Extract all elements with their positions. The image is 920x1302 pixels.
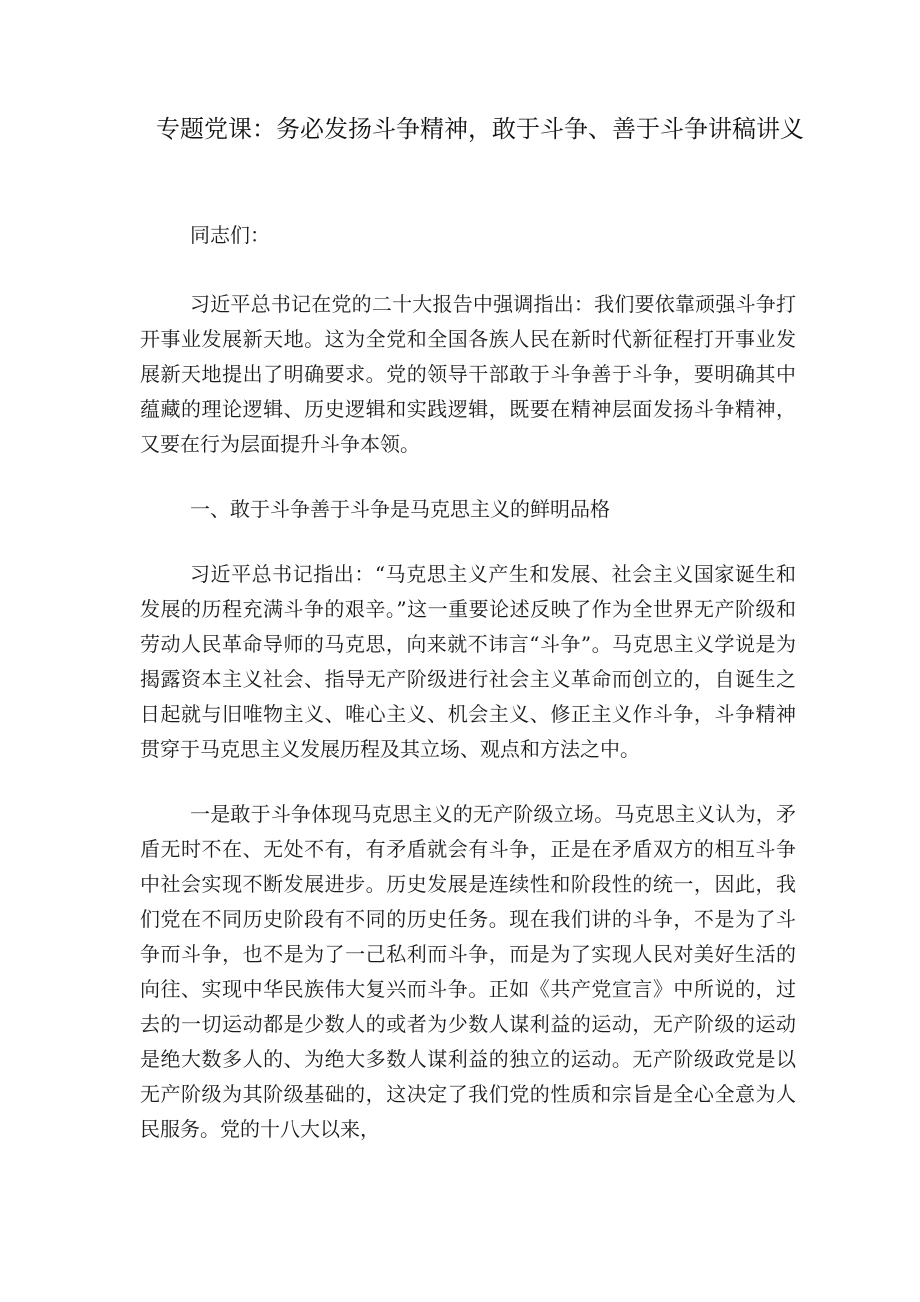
greeting: 同志们： [190,223,270,247]
paragraph-proletarian-stance: 一是敢于斗争体现马克思主义的无产阶级立场。马克思主义认为，矛盾无时不在、无处不有，有矛盾就会有斗争，正是在矛盾双方的相互斗争中社会实现不断发展进步。历史发展是连续性和阶段性的统一，因此，我们党在不同历史阶段有不同的历史任务。现在我们讲的斗争，不是为了斗争而斗争，也不是为了一己私利而斗争，而是为了实现人民对美好生活的向往、实现中华民族伟大复兴而斗争。正如《共产党宣言》中所说的，过去的一切运动都是少数人的或者为少数人谋利益的运动，无产阶级的运动是绝大数多人的、为绝大多数人谋利益的独立的运动。无产阶级政党是以无产阶级为其阶级基础的，这决定了我们党的性质和宗旨是全心全意为人民服务。党的十八大以来， [140,802,796,1141]
document-body [140,218,796,1177]
document-title: 专题党课：务必发扬斗争精神，敢于斗争、善于斗争讲稿讲义 [156,115,804,143]
section-heading-1: 一、敢于斗争善于斗争是马克思主义的鲜明品格 [190,497,610,521]
paragraph-marxism-struggle: 习近平总书记指出：“马克思主义产生和发展、社会主义国家诞生和发展的历程充满斗争的艰辛。”这一重要论述反映了作为全世界无产阶级和劳动人民革命导师的马克思，向来就不讳言“斗争”。马克思主义学说是为揭露资本主义社会、指导无产阶级进行社会主义革命而创立的，自诞生之日起就与旧唯物主义、唯心主义、机会主义、修正主义作斗争，斗争精神贯穿于马克思主义发展历程及其立场、观点和方法之中。 [140,562,796,761]
paragraph-intro: 习近平总书记在党的二十大报告中强调指出：我们要依靠顽强斗争打开事业发展新天地。这为全党和全国各族人民在新时代新征程打开事业发展新天地提出了明确要求。党的领导干部敢于斗争善于斗争，要明确其中蕴藏的理论逻辑、历史逻辑和实践逻辑，既要在精神层面发扬斗争精神，又要在行为层面提升斗争本领。 [140,292,796,456]
